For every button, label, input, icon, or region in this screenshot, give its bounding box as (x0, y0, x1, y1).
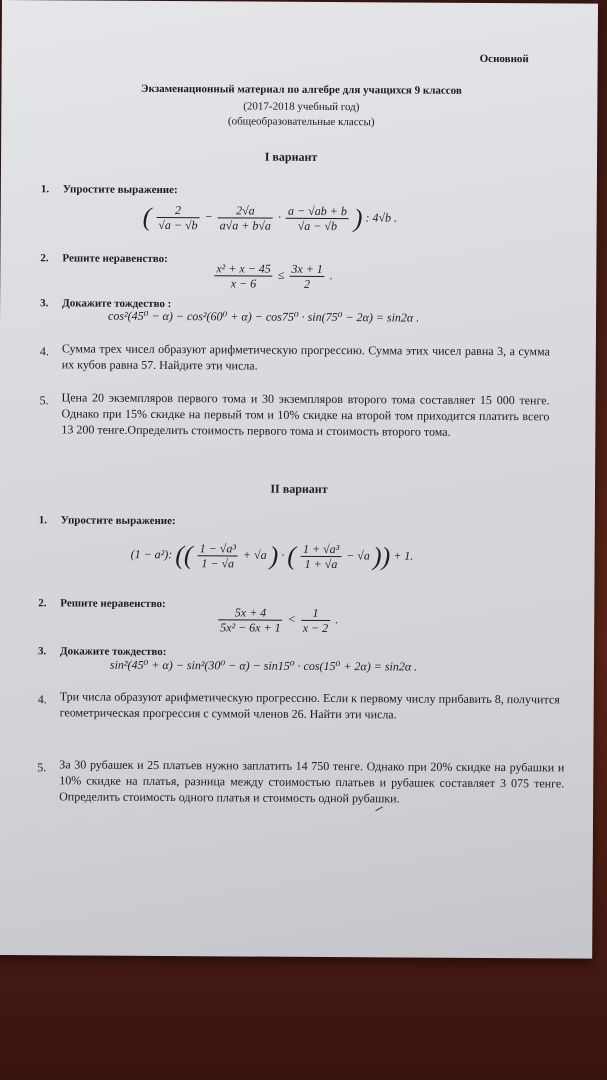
v1-t2-end: . (329, 268, 333, 283)
v1-task1-expression: ( $\frac{2}{√a - √b}$ − $\frac{2√a}{a√a + b√a}$ · $\frac{a - √ab + b}{√a - √b}$ ) : 4√b . (142, 202, 398, 234)
v2-t1-frac2-den: 1 + √a (304, 556, 338, 572)
variant1-heading: I вариант (264, 149, 318, 164)
v2-task5-number: 5. (37, 760, 47, 775)
v1-t1-frac-a-den: √a − √b (158, 217, 198, 233)
v2-task1-expression: (1 − a²): (( $\frac{\text{1 − √a³}}{1 - √a}$ + √a ) · ( $\frac{\text{1 + √a³}}{1 + √a}$ − √a )) + 1. (130, 540, 414, 572)
corner-label: Основной (479, 52, 529, 66)
pen-mark (375, 806, 382, 811)
v2-t1-minus-sqrt: − √a (346, 548, 370, 563)
v2-task5-text: За 30 рубашек и 25 платьев нужно заплатить 14 750 тенге. Однако при 20% скидке на рубашки и 10% скидке на платья, разница между стоимостью платьев и рубашек составляет 3 075 тенге. Определить стоимость одного платья и стоимость одной рубашки. (59, 757, 565, 806)
v2-task3-title: Докажите тождество: (59, 645, 167, 659)
v2-t2-right-den: x − 2 (302, 620, 329, 636)
v1-t1-frac-b-den: a√a + b√a (219, 218, 272, 233)
v1-t1-frac-c-num: a − √ab + b (286, 204, 349, 219)
v2-t1-plus-sqrt: + √a (242, 547, 267, 562)
v2-t1-frac1-num: 1 − √a³ (198, 541, 238, 556)
variant2-heading: II вариант (270, 481, 328, 496)
v1-t1-frac-a-num: 2 (156, 203, 199, 218)
v2-task2-inequality (216, 605, 338, 635)
v1-task3-number: 3. (40, 297, 49, 310)
v1-task2-inequality (212, 261, 333, 291)
v2-t1-tail: + 1. (393, 548, 414, 563)
v2-t2-left-den: 5x² − 6x + 1 (220, 620, 281, 635)
v2-task2-title: Решите неравенство: (60, 597, 166, 611)
v2-t1-lead: (1 − a²): (130, 547, 173, 562)
v2-t1-frac1-den: 1 − √a (201, 556, 235, 571)
v2-t2-right-num: 1 (301, 606, 331, 621)
v1-t2-left-den: x − 6 (230, 276, 257, 291)
v1-t1-frac-b-num: 2√a (218, 203, 273, 218)
v2-task4-text: Три числа образуют арифметическую прогрессию. Если к первому числу прибавить 8, получится геометрическая прогрессия с суммой членов 26. Найти эти числа. (59, 689, 560, 722)
exam-year: (2017-2018 учебный год) (243, 100, 360, 114)
v1-task3-formula: cos²(45⁰ − α) − cos²(60⁰ + α) − cos75⁰ · sin(75⁰ − 2α) = sin2α . (108, 308, 420, 325)
v1-t2-operator: ≤ (277, 267, 285, 282)
v1-t2-left-num: x² + x − 45 (214, 261, 273, 276)
v2-t2-end: . (335, 612, 339, 627)
v1-t1-tail: : 4√b . (365, 210, 398, 225)
v1-t1-frac-c-den: √a − √b (297, 218, 338, 234)
v2-task3-number: 3. (37, 645, 47, 658)
exam-classes: (общеобразовательные классы) (227, 115, 375, 129)
v1-task2-title: Решите неравенство: (62, 252, 168, 266)
exam-title: Экзаменационный материал по алгебре для учащихся 9 классов (141, 82, 462, 97)
v2-task2-number: 2. (38, 597, 47, 610)
v1-task4-text: Сумма трех чисел образуют арифметическую прогрессию. Сумма этих чисел равна 3, а сумма их кубов равна 57. Найдите эти числа. (61, 341, 550, 373)
v1-task5-text: Цена 20 экземпляров первого тома и 30 экземпляров второго тома составляет 15 000 тенге. Однако при 15% скидке на первый том и 10% скидке на второй том приходится платить всего 13 200 тенге.Определить стоимость первого тома и стоимость второго тома. (61, 390, 550, 439)
v1-task1-number: 1. (40, 183, 50, 196)
v2-task1-number: 1. (38, 514, 48, 527)
v2-t2-left-num: 5x + 4 (218, 605, 283, 620)
v1-task2-number: 2. (40, 252, 49, 265)
v2-task4-number: 4. (37, 692, 47, 707)
v2-task1-title: Упростите выражение: (60, 514, 176, 528)
v1-task1-title: Упростите выражение: (62, 183, 178, 197)
v2-t2-operator: < (287, 612, 296, 627)
v2-task3-formula: sin²(45⁰ + α) − sin²(30⁰ − α) − sin15⁰ · cos(15⁰ + 2α) = sin2α . (109, 657, 418, 674)
v1-task4-number: 4. (39, 344, 49, 359)
v1-task5-number: 5. (39, 393, 49, 408)
v2-t1-frac2-num: 1 + √a³ (301, 542, 341, 557)
v1-task3-title: Докажите тождество : (62, 297, 172, 311)
v1-t2-right-den: 2 (303, 276, 311, 291)
v1-t2-right-num: 3x + 1 (289, 262, 325, 277)
